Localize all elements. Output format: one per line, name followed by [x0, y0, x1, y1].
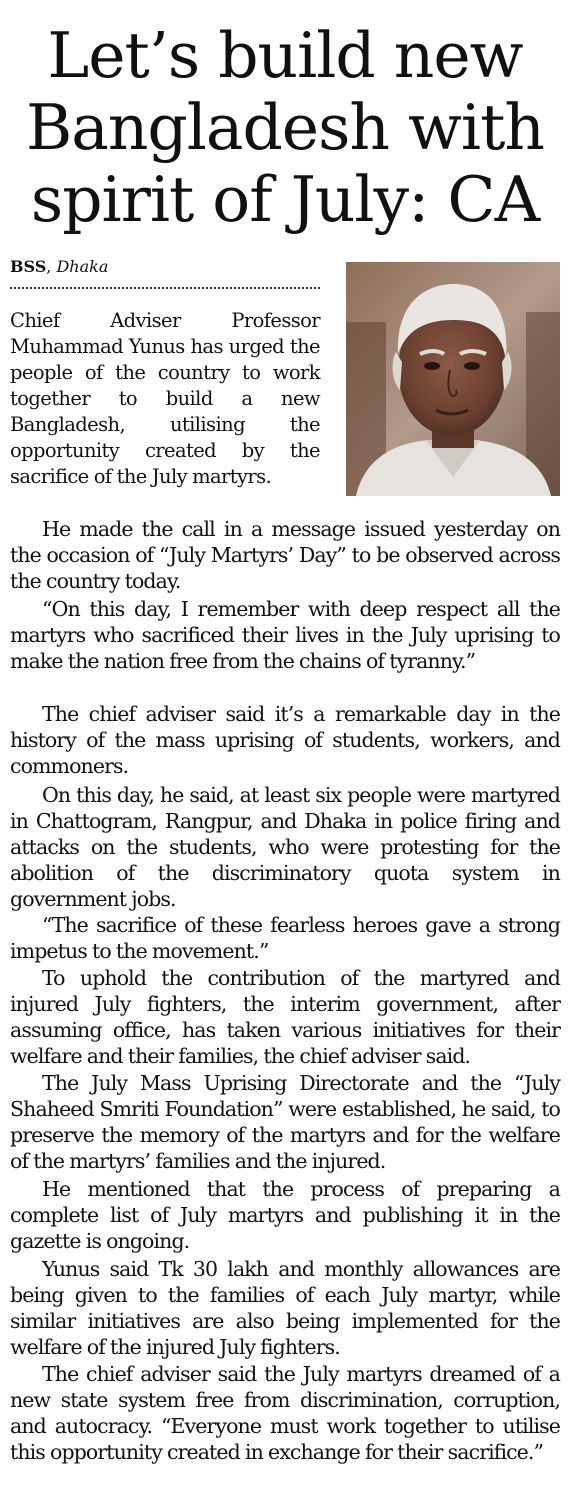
article-paragraph: He mentioned that the process of preparing a complete list of July martyrs and publishing it in the gazette is ongoing.	[10, 1177, 560, 1253]
article-paragraph: The July Mass Uprising Directorate and the “July Shaheed Smriti Foundation” were established, he said, to preserve the memory of the martyrs and for the welfare of the martyrs’ families and the injured.	[10, 1071, 560, 1173]
article-paragraph: Chief Adviser Professor Muhammad Yunus has urged the people of the country to work together to build a new Bangladesh, utilising the opportunity created by the sacrifice of the July martyrs.	[10, 309, 320, 488]
article-paragraph: He made the call in a message issued yesterday on the occasion of “July Martyrs’ Day” to be observed across the country today.	[10, 517, 560, 593]
article-paragraph: “On this day, I remember with deep respect all the martyrs who sacrificed their lives in the July uprising to make the nation free from the chains of tyranny.”	[10, 597, 560, 673]
headline-line: spirit of July: CA	[30, 163, 540, 236]
portrait-photo-icon	[346, 262, 560, 496]
portrait-photo	[346, 262, 560, 496]
byline-source: BSS	[10, 257, 47, 276]
article-paragraph: To uphold the contribution of the martyred and injured July fighters, the interim government, after assuming office, has taken various initiatives for their welfare and their families, the chief adviser said.	[10, 966, 560, 1068]
headline-line: Bangladesh with	[26, 91, 544, 164]
headline-line: Let’s build new	[47, 19, 523, 92]
article-paragraph: Yunus said Tk 30 lakh and monthly allowances are being given to the families of each July martyr, while similar initiatives are also being implemented for the welfare of the injured July fighters.	[10, 1257, 560, 1359]
article-paragraph: The chief adviser said it’s a remarkable day in the history of the mass uprising of students, workers, and commoners.	[10, 702, 560, 778]
article-paragraph: “The sacrifice of these fearless heroes gave a strong impetus to the movement.”	[10, 913, 560, 963]
article-paragraph: On this day, he said, at least six people were martyred in Chattogram, Rangpur, and Dhaka in police firing and attacks on the students, who were protesting for the abolition of the discriminatory quota system in government jobs.	[10, 783, 560, 911]
byline-divider	[10, 287, 320, 289]
article-paragraph: The chief adviser said the July martyrs dreamed of a new state system free from discrimination, corruption, and autocracy. “Everyone must work together to utilise this opportunity created in exchange for their sacrifice.”	[10, 1362, 560, 1464]
byline-location: Dhaka	[56, 257, 109, 276]
byline: BSS, Dhaka	[10, 257, 109, 276]
headline	[0, 20, 570, 236]
